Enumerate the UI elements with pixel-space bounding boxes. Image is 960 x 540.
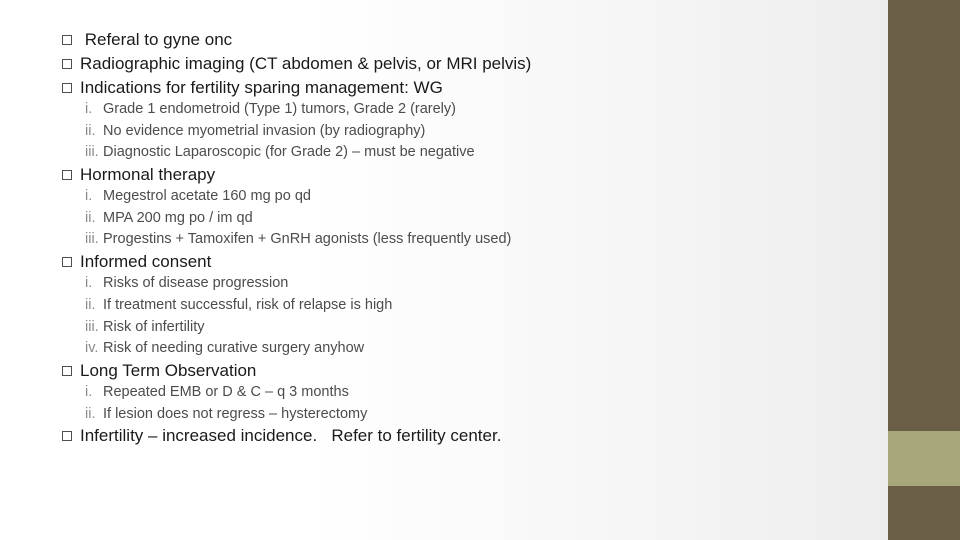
sub-list-item <box>85 99 872 121</box>
sub-list-item <box>85 404 872 426</box>
sidebar-band-top <box>888 0 960 431</box>
sub-list-item <box>85 121 872 143</box>
checkbox-bullet-icon <box>62 83 72 93</box>
sub-number: ii. <box>85 405 96 422</box>
sub-text: If treatment successful, risk of relapse is high <box>103 296 393 313</box>
bullet-item <box>62 53 872 75</box>
bullet-text: Infertility – increased incidence. Refer to fertility center. <box>80 426 502 446</box>
checkbox-bullet-icon <box>62 431 72 441</box>
sub-list-item <box>85 295 872 317</box>
sub-text: Risk of needing curative surgery anyhow <box>103 340 365 357</box>
sub-text: No evidence myometrial invasion (by radiography) <box>103 122 426 139</box>
bullet-item <box>62 29 872 51</box>
sub-number: i. <box>85 188 93 205</box>
bullet-item <box>62 164 872 186</box>
sub-text: Grade 1 endometroid (Type 1) tumors, Grade 2 (rarely) <box>103 101 456 117</box>
sub-text: Diagnostic Laparoscopic (for Grade 2) – must be negative <box>103 144 475 161</box>
sub-text: MPA 200 mg po / im qd <box>103 209 253 226</box>
checkbox-bullet-icon <box>62 366 72 376</box>
sub-number: i. <box>85 383 93 400</box>
slide-content <box>62 29 872 447</box>
checkbox-bullet-icon <box>62 59 72 69</box>
sub-list <box>85 273 872 360</box>
bullet-item <box>62 77 872 99</box>
sub-list-item <box>85 142 872 164</box>
sub-list <box>85 186 872 251</box>
sidebar-band-accent <box>888 431 960 486</box>
sub-number: iii. <box>85 318 99 335</box>
sub-number: ii. <box>85 296 96 313</box>
bullet-text: Hormonal therapy <box>80 165 216 185</box>
sub-text: Risks of disease progression <box>103 275 289 292</box>
sub-text: Megestrol acetate 160 mg po qd <box>103 188 311 205</box>
sub-list-item <box>85 273 872 295</box>
bullet-text: Indications for fertility sparing management: WG <box>80 78 443 97</box>
sub-list-item <box>85 229 872 251</box>
checkbox-bullet-icon <box>62 35 72 45</box>
sub-text: Repeated EMB or D & C – q 3 months <box>103 383 349 400</box>
sidebar-band-bottom <box>888 486 960 540</box>
sub-number: ii. <box>85 209 96 226</box>
bullet-item <box>62 425 872 447</box>
sub-list-item <box>85 382 872 404</box>
sub-list-item <box>85 208 872 230</box>
bullet-text: Long Term Observation <box>80 360 257 380</box>
sub-text: Progestins + Tamoxifen + GnRH agonists (less frequently used) <box>103 231 512 248</box>
sub-number: iii. <box>85 144 99 161</box>
checkbox-bullet-icon <box>62 170 72 180</box>
sub-list-item <box>85 338 872 360</box>
sub-list <box>85 382 872 425</box>
sub-number: ii. <box>85 122 96 139</box>
sub-text: If lesion does not regress – hysterectomy <box>103 405 368 422</box>
sub-list-item <box>85 186 872 208</box>
sub-list <box>85 99 872 164</box>
sub-number: i. <box>85 101 93 117</box>
bullet-text: Informed consent <box>80 252 212 272</box>
bullet-text: Referal to gyne onc <box>80 30 233 49</box>
sub-list-item <box>85 317 872 339</box>
checkbox-bullet-icon <box>62 257 72 267</box>
bullet-text: Radiographic imaging (CT abdomen & pelvis, or MRI pelvis) <box>80 54 532 73</box>
sub-text: Risk of infertility <box>103 318 205 335</box>
bullet-item <box>62 251 872 273</box>
sub-number: iv. <box>85 340 99 357</box>
sub-number: iii. <box>85 231 99 248</box>
bullet-item <box>62 360 872 382</box>
sub-number: i. <box>85 275 93 292</box>
